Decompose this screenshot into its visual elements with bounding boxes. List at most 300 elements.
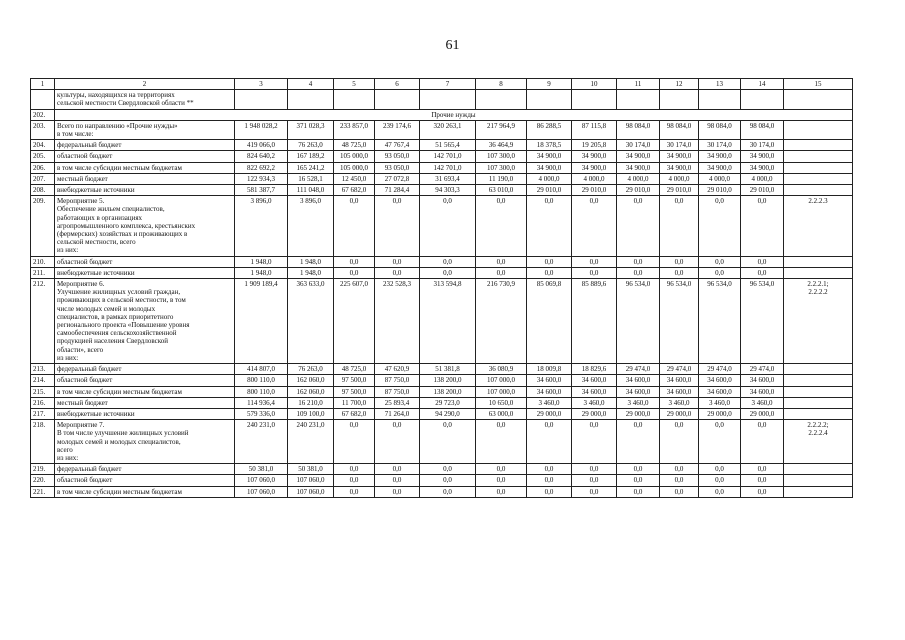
value-cell: 0,0 xyxy=(476,475,527,486)
target-reference xyxy=(784,408,853,419)
row-description: областной бюджет xyxy=(55,375,235,386)
value-cell: 0,0 xyxy=(617,486,660,497)
value-cell: 87 750,0 xyxy=(375,386,420,397)
value-cell: 0,0 xyxy=(527,256,572,267)
value-cell: 31 693,4 xyxy=(420,173,476,184)
value-cell: 3 460,0 xyxy=(741,397,784,408)
target-reference xyxy=(784,120,853,139)
row-number: 214. xyxy=(31,375,55,386)
value-cell: 0,0 xyxy=(334,464,375,475)
value-cell: 51 381,8 xyxy=(420,364,476,375)
value-cell: 107 060,0 xyxy=(235,475,288,486)
value-cell: 85 889,6 xyxy=(572,279,617,364)
header-cell: 6 xyxy=(375,79,420,90)
value-cell: 216 730,9 xyxy=(476,279,527,364)
value-cell: 0,0 xyxy=(420,196,476,256)
value-cell: 0,0 xyxy=(572,196,617,256)
value-cell: 29 000,0 xyxy=(617,408,660,419)
row-number: 211. xyxy=(31,267,55,278)
value-cell: 36 464,9 xyxy=(476,140,527,151)
target-reference xyxy=(784,267,853,278)
value-cell: 98 084,0 xyxy=(617,120,660,139)
value-cell: 34 600,0 xyxy=(660,386,699,397)
value-cell: 1 948,0 xyxy=(235,256,288,267)
value-cell: 85 069,8 xyxy=(527,279,572,364)
value-cell: 0,0 xyxy=(375,420,420,464)
header-cell: 7 xyxy=(420,79,476,90)
table-row xyxy=(31,120,853,139)
row-description: Мероприятие 7. В том числе улучшение жилищных условий молодых семей и молодых специалистов, всего из них: xyxy=(55,420,235,464)
value-cell: 29 000,0 xyxy=(527,408,572,419)
value-cell: 86 288,5 xyxy=(527,120,572,139)
row-description: федеральный бюджет xyxy=(55,364,235,375)
continuation-row xyxy=(31,90,853,109)
value-cell: 63 010,0 xyxy=(476,185,527,196)
value-cell: 96 534,0 xyxy=(660,279,699,364)
value-cell: 363 633,0 xyxy=(288,279,334,364)
value-cell: 0,0 xyxy=(572,420,617,464)
value-cell: 3 460,0 xyxy=(572,397,617,408)
row-description: областной бюджет xyxy=(55,151,235,162)
value-cell: 0,0 xyxy=(699,267,741,278)
value-cell: 34 600,0 xyxy=(572,386,617,397)
value-cell: 0,0 xyxy=(476,267,527,278)
value-cell: 0,0 xyxy=(572,486,617,497)
value-cell: 232 528,3 xyxy=(375,279,420,364)
table-row xyxy=(31,486,853,497)
value-cell: 34 900,0 xyxy=(699,162,741,173)
value-cell: 34 600,0 xyxy=(699,375,741,386)
value-cell: 0,0 xyxy=(476,256,527,267)
row-number: 219. xyxy=(31,464,55,475)
value-cell: 0,0 xyxy=(572,256,617,267)
target-reference xyxy=(784,464,853,475)
row-description: областной бюджет xyxy=(55,256,235,267)
header-cell: 2 xyxy=(55,79,235,90)
value-cell: 107 000,0 xyxy=(476,386,527,397)
value-cell: 16 210,0 xyxy=(288,397,334,408)
value-cell: 138 200,0 xyxy=(420,386,476,397)
value-cell: 165 241,2 xyxy=(288,162,334,173)
value-cell: 0,0 xyxy=(660,256,699,267)
row-number: 205. xyxy=(31,151,55,162)
table-row xyxy=(31,408,853,419)
value-cell: 0,0 xyxy=(420,486,476,497)
value-cell: 12 450,0 xyxy=(334,173,375,184)
row-number: 221. xyxy=(31,486,55,497)
header-cell: 12 xyxy=(660,79,699,90)
value-cell: 3 896,0 xyxy=(288,196,334,256)
value-cell: 800 110,0 xyxy=(235,375,288,386)
table-row xyxy=(31,375,853,386)
row-number: 210. xyxy=(31,256,55,267)
value-cell: 0,0 xyxy=(699,464,741,475)
value-cell: 0,0 xyxy=(334,486,375,497)
value-cell: 0,0 xyxy=(660,196,699,256)
value-cell: 107 300,0 xyxy=(476,162,527,173)
value-cell: 34 600,0 xyxy=(617,375,660,386)
value-cell: 3 460,0 xyxy=(527,397,572,408)
value-cell: 167 189,2 xyxy=(288,151,334,162)
value-cell: 111 048,0 xyxy=(288,185,334,196)
value-cell: 0,0 xyxy=(741,267,784,278)
value-cell: 34 900,0 xyxy=(572,162,617,173)
value-cell: 29 474,0 xyxy=(741,364,784,375)
value-cell: 1 948,0 xyxy=(288,256,334,267)
value-cell: 0,0 xyxy=(527,267,572,278)
table-row xyxy=(31,151,853,162)
value-cell: 105 000,0 xyxy=(334,162,375,173)
row-description: областной бюджет xyxy=(55,475,235,486)
header-cell: 3 xyxy=(235,79,288,90)
value-cell: 800 110,0 xyxy=(235,386,288,397)
value-cell: 0,0 xyxy=(572,475,617,486)
value-cell: 4 000,0 xyxy=(617,173,660,184)
value-cell: 18 378,5 xyxy=(527,140,572,151)
header-cell: 11 xyxy=(617,79,660,90)
value-cell: 217 964,9 xyxy=(476,120,527,139)
target-reference xyxy=(784,173,853,184)
target-reference xyxy=(784,397,853,408)
header-row xyxy=(31,79,853,90)
value-cell: 51 565,4 xyxy=(420,140,476,151)
row-number: 207. xyxy=(31,173,55,184)
value-cell: 3 460,0 xyxy=(699,397,741,408)
value-cell: 50 381,0 xyxy=(288,464,334,475)
value-cell: 19 205,8 xyxy=(572,140,617,151)
value-cell: 3 896,0 xyxy=(235,196,288,256)
value-cell: 142 701,0 xyxy=(420,151,476,162)
value-cell: 0,0 xyxy=(660,464,699,475)
value-cell: 0,0 xyxy=(617,464,660,475)
row-number: 206. xyxy=(31,162,55,173)
value-cell: 371 028,3 xyxy=(288,120,334,139)
value-cell: 4 000,0 xyxy=(660,173,699,184)
row-description: в том числе субсидии местным бюджетам xyxy=(55,162,235,173)
value-cell: 76 263,0 xyxy=(288,140,334,151)
value-cell: 0,0 xyxy=(741,196,784,256)
value-cell: 0,0 xyxy=(617,475,660,486)
value-cell: 0,0 xyxy=(699,475,741,486)
value-cell: 0,0 xyxy=(420,475,476,486)
value-cell: 0,0 xyxy=(334,196,375,256)
value-cell: 30 174,0 xyxy=(660,140,699,151)
header-cell: 1 xyxy=(31,79,55,90)
value-cell: 105 000,0 xyxy=(334,151,375,162)
value-cell: 162 060,0 xyxy=(288,375,334,386)
row-description: Мероприятие 5. Обеспечение жильем специалистов, работающих в организациях агропромышленного комплекса, крестьянских (фермерских) хозяйствах и проживающих в сельской местности, всего из них: xyxy=(55,196,235,256)
row-description: внебюджетные источники xyxy=(55,185,235,196)
value-cell: 34 900,0 xyxy=(741,151,784,162)
row-number: 213. xyxy=(31,364,55,375)
value-cell: 16 528,1 xyxy=(288,173,334,184)
value-cell: 76 263,0 xyxy=(288,364,334,375)
value-cell: 142 701,0 xyxy=(420,162,476,173)
header-cell: 14 xyxy=(741,79,784,90)
value-cell: 34 600,0 xyxy=(527,375,572,386)
value-cell: 48 725,0 xyxy=(334,364,375,375)
target-reference xyxy=(784,256,853,267)
value-cell: 0,0 xyxy=(617,196,660,256)
header-cell: 5 xyxy=(334,79,375,90)
value-cell: 320 263,1 xyxy=(420,120,476,139)
value-cell: 0,0 xyxy=(660,420,699,464)
value-cell: 29 010,0 xyxy=(699,185,741,196)
target-reference xyxy=(784,375,853,386)
table-row xyxy=(31,162,853,173)
value-cell: 0,0 xyxy=(699,420,741,464)
value-cell: 34 600,0 xyxy=(741,386,784,397)
value-cell: 29 010,0 xyxy=(572,185,617,196)
value-cell: 36 080,9 xyxy=(476,364,527,375)
value-cell: 1 909 189,4 xyxy=(235,279,288,364)
value-cell: 29 474,0 xyxy=(660,364,699,375)
row-number: 212. xyxy=(31,279,55,364)
value-cell: 11 190,0 xyxy=(476,173,527,184)
value-cell: 0,0 xyxy=(476,486,527,497)
value-cell: 239 174,6 xyxy=(375,120,420,139)
table-row xyxy=(31,464,853,475)
header-cell: 8 xyxy=(476,79,527,90)
table-row xyxy=(31,196,853,256)
value-cell: 34 900,0 xyxy=(617,162,660,173)
value-cell: 107 300,0 xyxy=(476,151,527,162)
value-cell: 34 900,0 xyxy=(527,151,572,162)
row-number: 215. xyxy=(31,386,55,397)
target-reference xyxy=(784,162,853,173)
target-reference: 2.2.2.1; 2.2.2.2 xyxy=(784,279,853,364)
value-cell: 71 284,4 xyxy=(375,185,420,196)
header-cell: 4 xyxy=(288,79,334,90)
row-number: 208. xyxy=(31,185,55,196)
value-cell: 0,0 xyxy=(527,464,572,475)
value-cell: 824 640,2 xyxy=(235,151,288,162)
value-cell: 0,0 xyxy=(699,256,741,267)
value-cell: 10 650,0 xyxy=(476,397,527,408)
row-description: Всего по направлению «Прочие нужды» в том числе: xyxy=(55,120,235,139)
value-cell: 240 231,0 xyxy=(288,420,334,464)
continuation-text: культуры, находящихся на территориях сельской местности Свердловской области ** xyxy=(55,90,235,109)
value-cell: 107 060,0 xyxy=(288,475,334,486)
value-cell: 0,0 xyxy=(660,475,699,486)
table-row xyxy=(31,364,853,375)
value-cell: 0,0 xyxy=(375,464,420,475)
value-cell: 1 948 028,2 xyxy=(235,120,288,139)
value-cell: 87 750,0 xyxy=(375,375,420,386)
row-description: местный бюджет xyxy=(55,173,235,184)
value-cell: 107 000,0 xyxy=(476,375,527,386)
value-cell: 47 767,4 xyxy=(375,140,420,151)
value-cell: 0,0 xyxy=(741,464,784,475)
value-cell: 30 174,0 xyxy=(699,140,741,151)
value-cell: 67 682,0 xyxy=(334,185,375,196)
table-row xyxy=(31,397,853,408)
target-reference xyxy=(784,475,853,486)
value-cell: 34 900,0 xyxy=(741,162,784,173)
value-cell: 579 336,0 xyxy=(235,408,288,419)
value-cell: 34 600,0 xyxy=(527,386,572,397)
target-reference xyxy=(784,140,853,151)
target-reference: 2.2.2.3 xyxy=(784,196,853,256)
value-cell: 29 000,0 xyxy=(741,408,784,419)
value-cell: 30 174,0 xyxy=(617,140,660,151)
row-number xyxy=(31,90,55,109)
value-cell: 27 072,8 xyxy=(375,173,420,184)
value-cell: 313 594,8 xyxy=(420,279,476,364)
value-cell: 0,0 xyxy=(527,420,572,464)
value-cell: 414 807,0 xyxy=(235,364,288,375)
table-row xyxy=(31,256,853,267)
row-number: 209. xyxy=(31,196,55,256)
target-reference: 2.2.2.2; 2.2.2.4 xyxy=(784,420,853,464)
value-cell: 3 460,0 xyxy=(617,397,660,408)
value-cell: 1 948,0 xyxy=(235,267,288,278)
table-row xyxy=(31,475,853,486)
value-cell: 0,0 xyxy=(375,475,420,486)
table-row xyxy=(31,267,853,278)
value-cell: 96 534,0 xyxy=(617,279,660,364)
table-row xyxy=(31,279,853,364)
value-cell: 98 084,0 xyxy=(741,120,784,139)
table-row xyxy=(31,185,853,196)
row-description: местный бюджет xyxy=(55,397,235,408)
value-cell: 4 000,0 xyxy=(572,173,617,184)
value-cell: 0,0 xyxy=(476,420,527,464)
table-row xyxy=(31,386,853,397)
row-number: 204. xyxy=(31,140,55,151)
value-cell: 0,0 xyxy=(572,267,617,278)
value-cell: 34 600,0 xyxy=(699,386,741,397)
value-cell: 0,0 xyxy=(476,196,527,256)
budget-table xyxy=(30,78,853,498)
value-cell: 0,0 xyxy=(572,464,617,475)
value-cell: 0,0 xyxy=(334,420,375,464)
value-cell: 34 600,0 xyxy=(660,375,699,386)
value-cell: 581 387,7 xyxy=(235,185,288,196)
value-cell: 0,0 xyxy=(660,486,699,497)
row-number: 217. xyxy=(31,408,55,419)
value-cell: 233 857,0 xyxy=(334,120,375,139)
value-cell: 0,0 xyxy=(375,196,420,256)
value-cell: 0,0 xyxy=(420,464,476,475)
value-cell: 34 600,0 xyxy=(741,375,784,386)
value-cell: 87 115,8 xyxy=(572,120,617,139)
row-number: 203. xyxy=(31,120,55,139)
value-cell: 0,0 xyxy=(741,256,784,267)
value-cell: 114 936,4 xyxy=(235,397,288,408)
target-reference xyxy=(784,486,853,497)
value-cell: 71 264,0 xyxy=(375,408,420,419)
value-cell: 29 000,0 xyxy=(572,408,617,419)
value-cell: 97 500,0 xyxy=(334,375,375,386)
value-cell: 4 000,0 xyxy=(699,173,741,184)
value-cell: 0,0 xyxy=(334,267,375,278)
value-cell: 225 607,0 xyxy=(334,279,375,364)
value-cell: 34 600,0 xyxy=(572,375,617,386)
value-cell: 0,0 xyxy=(375,256,420,267)
table-row xyxy=(31,420,853,464)
value-cell: 0,0 xyxy=(420,256,476,267)
value-cell: 94 290,0 xyxy=(420,408,476,419)
row-description: внебюджетные источники xyxy=(55,408,235,419)
value-cell: 822 692,2 xyxy=(235,162,288,173)
value-cell: 11 700,0 xyxy=(334,397,375,408)
value-cell: 30 174,0 xyxy=(741,140,784,151)
value-cell: 0,0 xyxy=(334,475,375,486)
value-cell: 0,0 xyxy=(741,475,784,486)
target-reference xyxy=(784,386,853,397)
value-cell: 93 050,0 xyxy=(375,162,420,173)
header-cell: 9 xyxy=(527,79,572,90)
value-cell: 50 381,0 xyxy=(235,464,288,475)
value-cell: 0,0 xyxy=(660,267,699,278)
value-cell: 0,0 xyxy=(741,420,784,464)
value-cell: 0,0 xyxy=(476,464,527,475)
row-description: Мероприятие 6. Улучшение жилищных условий граждан, проживающих в сельской местности, в том числе молодых семей и молодых специалистов, в рамках приоритетного регионального проекта «Повышение уровня самообеспечения сельскохозяйственной продукцией населения Свердловской области», всего из них: xyxy=(55,279,235,364)
value-cell: 98 084,0 xyxy=(699,120,741,139)
value-cell: 34 900,0 xyxy=(660,162,699,173)
row-description: внебюджетные источники xyxy=(55,267,235,278)
value-cell: 29 010,0 xyxy=(617,185,660,196)
value-cell: 29 474,0 xyxy=(699,364,741,375)
row-number: 218. xyxy=(31,420,55,464)
value-cell: 18 829,6 xyxy=(572,364,617,375)
value-cell: 419 066,0 xyxy=(235,140,288,151)
header-cell: 13 xyxy=(699,79,741,90)
value-cell: 34 900,0 xyxy=(699,151,741,162)
section-row xyxy=(31,109,853,120)
value-cell: 97 500,0 xyxy=(334,386,375,397)
value-cell: 29 474,0 xyxy=(617,364,660,375)
row-description: федеральный бюджет xyxy=(55,464,235,475)
value-cell: 0,0 xyxy=(420,267,476,278)
row-description: в том числе субсидии местным бюджетам xyxy=(55,386,235,397)
value-cell: 0,0 xyxy=(527,486,572,497)
value-cell: 0,0 xyxy=(741,486,784,497)
row-number: 220. xyxy=(31,475,55,486)
value-cell: 25 893,4 xyxy=(375,397,420,408)
value-cell: 138 200,0 xyxy=(420,375,476,386)
value-cell: 107 060,0 xyxy=(288,486,334,497)
value-cell: 0,0 xyxy=(420,420,476,464)
table-row xyxy=(31,140,853,151)
value-cell: 93 050,0 xyxy=(375,151,420,162)
table-row xyxy=(31,173,853,184)
value-cell: 240 231,0 xyxy=(235,420,288,464)
value-cell: 29 010,0 xyxy=(660,185,699,196)
value-cell: 4 000,0 xyxy=(741,173,784,184)
value-cell: 0,0 xyxy=(334,256,375,267)
value-cell: 0,0 xyxy=(375,486,420,497)
value-cell: 162 060,0 xyxy=(288,386,334,397)
value-cell: 4 000,0 xyxy=(527,173,572,184)
value-cell: 29 010,0 xyxy=(527,185,572,196)
page-number: 61 xyxy=(445,38,460,53)
target-reference xyxy=(784,151,853,162)
value-cell: 3 460,0 xyxy=(660,397,699,408)
value-cell: 122 934,3 xyxy=(235,173,288,184)
value-cell: 0,0 xyxy=(527,196,572,256)
row-number: 202. xyxy=(31,109,55,120)
target-reference xyxy=(784,185,853,196)
header-cell: 10 xyxy=(572,79,617,90)
value-cell: 29 010,0 xyxy=(741,185,784,196)
section-title: Прочие нужды xyxy=(55,109,853,120)
value-cell: 109 100,0 xyxy=(288,408,334,419)
value-cell: 0,0 xyxy=(699,196,741,256)
value-cell: 0,0 xyxy=(617,420,660,464)
value-cell: 107 060,0 xyxy=(235,486,288,497)
